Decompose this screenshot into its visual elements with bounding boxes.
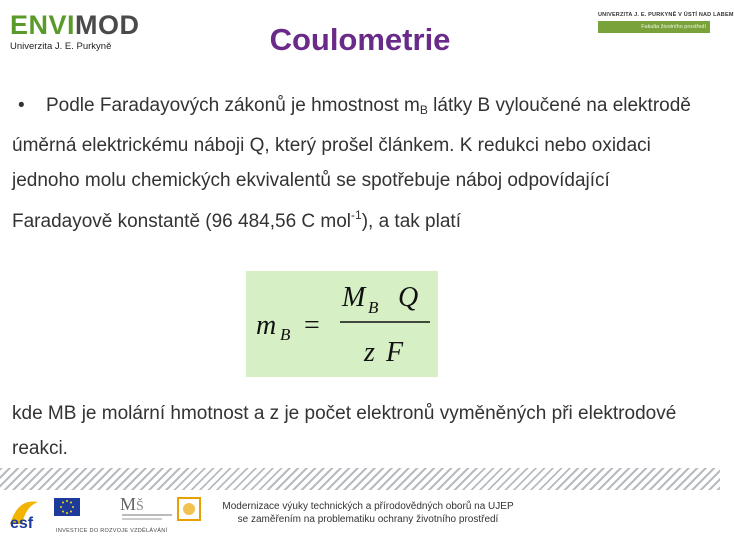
bullet-icon: • xyxy=(18,95,25,116)
p1-subscript: B xyxy=(419,103,428,117)
formula-lhs-sub: B xyxy=(280,325,291,344)
page-title: Coulometrie xyxy=(269,22,451,57)
faculty-name: Fakulta životního prostředí xyxy=(598,21,710,33)
svg-text:M: M xyxy=(120,494,137,514)
formula-lhs: m xyxy=(256,310,277,341)
logo-university: Univerzita J. E. Purkyně xyxy=(10,41,112,52)
p1-text-a: Podle Faradayových zákonů je hmostnost m xyxy=(46,95,420,116)
logo-envi: ENVI xyxy=(10,10,76,40)
svg-text:Š: Š xyxy=(136,499,144,514)
formula-num-m: M xyxy=(342,282,366,313)
paragraph-faraday xyxy=(12,88,712,239)
formula-box xyxy=(246,271,438,377)
formula-num-q: Q xyxy=(398,282,419,313)
p1-text-c: ), a tak platí xyxy=(361,211,461,232)
footer-pattern xyxy=(0,468,720,490)
msmt-logo-icon xyxy=(118,492,178,524)
footer-logos xyxy=(8,492,213,536)
formula-den-z: z xyxy=(364,337,375,368)
logo-mod: MOD xyxy=(75,10,140,40)
invest-text: INVESTICE DO ROZVOJE VZDĚLÁVÁNÍ xyxy=(56,528,168,534)
formula-num-sub: B xyxy=(368,298,379,317)
esf-logo-icon xyxy=(8,494,54,532)
eu-flag-icon xyxy=(54,498,80,516)
formula-equals: = xyxy=(304,310,320,341)
ujep-name: UNIVERZITA J. E. PURKYNĚ V ÚSTÍ NAD LABEM xyxy=(598,12,734,18)
eu-stars-icon xyxy=(54,498,80,516)
p1-superscript: -1 xyxy=(351,208,362,222)
paragraph-definitions: kde MB je molární hmotnost a z je počet elektronů vyměněných při elektrodové reakci. xyxy=(12,403,677,459)
footer-project-text: Modernizace výuky technických a přírodovědných oborů na UJEP se zaměřením na problematiku ochrany životního prostředí xyxy=(222,501,514,525)
ujep-faculty-logo xyxy=(598,12,734,42)
formula-den-f: F xyxy=(386,337,404,368)
svg-text:esf: esf xyxy=(10,515,34,532)
p1-text-b: látky B vyloučené na elektrodě úměrná elektrickému náboji Q, který prošel článkem. K redukci nebo oxidaci jednoho molu chemických ekvivalentů se spotřebuje náboj odpovídající Faradayově konstantě (96 484,56 C mol xyxy=(12,95,691,232)
opvk-logo-icon xyxy=(176,496,204,524)
formula-svg xyxy=(246,271,438,377)
